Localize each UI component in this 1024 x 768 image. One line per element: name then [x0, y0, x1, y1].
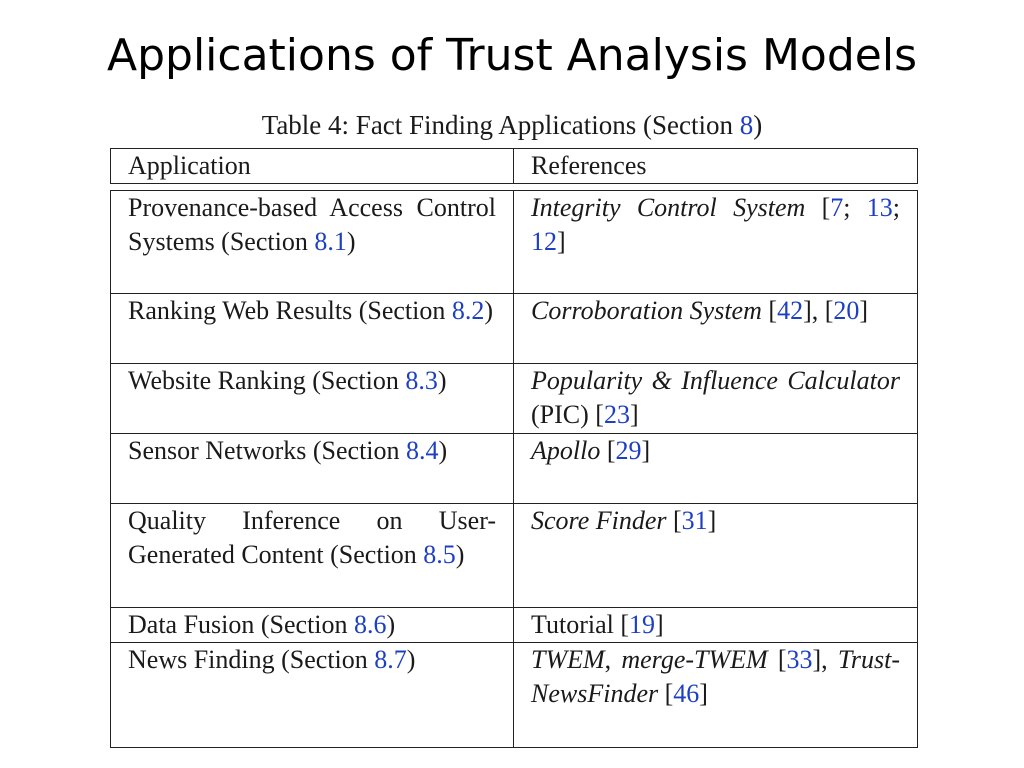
- header-application: Application: [111, 149, 514, 184]
- citation-link[interactable]: 46: [673, 679, 700, 708]
- system-name: Popularity & Influence Calculator: [531, 366, 900, 395]
- application-cell: [111, 608, 514, 643]
- application-text-end: ): [438, 436, 448, 465]
- citation-link[interactable]: 33: [786, 645, 813, 674]
- citation-link[interactable]: 29: [615, 436, 642, 465]
- system-name: Integrity Control System: [531, 193, 806, 222]
- application-cell: [111, 434, 514, 504]
- table-row: [111, 608, 918, 643]
- application-text-end: ): [437, 366, 447, 395]
- application-text: Website Ranking (Section: [128, 366, 406, 395]
- table-row: [111, 364, 918, 434]
- application-cell: [111, 294, 514, 364]
- section-link[interactable]: 8.1: [314, 227, 347, 256]
- references-cell: Tutorial [19]: [514, 608, 918, 643]
- header-references: References: [514, 149, 918, 184]
- section-link[interactable]: 8.4: [406, 436, 439, 465]
- citation-link[interactable]: 20: [833, 296, 860, 325]
- application-text: Quality Inference on User-Generated Content (Section: [128, 506, 496, 569]
- caption-section-link[interactable]: 8: [739, 110, 754, 140]
- references-cell: Corroboration System [42], [20]: [514, 294, 918, 364]
- applications-table: [110, 190, 918, 748]
- citation-link[interactable]: 13: [866, 193, 893, 222]
- citation-link[interactable]: 23: [603, 400, 630, 429]
- application-text-end: ): [455, 540, 465, 569]
- system-name: Apollo: [531, 436, 601, 465]
- application-text: Data Fusion (Section: [128, 610, 355, 639]
- slide-title: Applications of Trust Analysis Models: [106, 30, 917, 81]
- system-name: merge-TWEM: [621, 645, 768, 674]
- system-name: Score Finder: [531, 506, 667, 535]
- citation-link[interactable]: 42: [777, 296, 804, 325]
- references-cell: Score Finder [31]: [514, 504, 918, 608]
- section-link[interactable]: 8.3: [405, 366, 438, 395]
- table-row: [111, 643, 918, 748]
- system-name: TWEM: [531, 645, 605, 674]
- application-cell: [111, 504, 514, 608]
- references-cell: Apollo [29]: [514, 434, 918, 504]
- reference-text: Tutorial: [531, 610, 614, 639]
- section-link[interactable]: 8.7: [374, 645, 407, 674]
- application-text-end: ): [386, 610, 396, 639]
- references-cell: Integrity Control System [7; 13; 12]: [514, 191, 918, 294]
- application-text-end: ): [406, 645, 416, 674]
- table-row: [111, 504, 918, 608]
- application-text: Provenance-based Access Control Systems (Section: [128, 193, 496, 256]
- system-name: Corroboration System: [531, 296, 762, 325]
- application-text: Ranking Web Results (Section: [128, 296, 452, 325]
- references-cell: TWEM, merge-TWEM [33], Trust-NewsFinder [46]: [514, 643, 918, 748]
- system-abbrev: (PIC): [531, 400, 596, 429]
- section-link[interactable]: 8.6: [354, 610, 387, 639]
- application-text: Sensor Networks (Section: [128, 436, 407, 465]
- section-link[interactable]: 8.2: [451, 296, 485, 325]
- application-text: News Finding (Section: [128, 645, 375, 674]
- citation-link[interactable]: 19: [629, 610, 656, 639]
- application-cell: [111, 643, 514, 748]
- application-text-end: ): [346, 227, 356, 256]
- application-cell: [111, 191, 514, 294]
- citation-link[interactable]: 7: [830, 193, 844, 222]
- application-text-end: ): [484, 296, 494, 325]
- header-row: [111, 149, 918, 184]
- table-row: [111, 434, 918, 504]
- caption-text: Table 4: Fact Finding Applications (Section: [261, 110, 740, 140]
- table-caption: [0, 110, 1024, 141]
- caption-close: ): [753, 110, 763, 140]
- table-row: [111, 294, 918, 364]
- application-cell: [111, 364, 514, 434]
- references-cell: Popularity & Influence Calculator (PIC) [23]: [514, 364, 918, 434]
- table-row: [111, 191, 918, 294]
- citation-link[interactable]: 31: [681, 506, 708, 535]
- citation-link[interactable]: 12: [531, 227, 557, 256]
- section-link[interactable]: 8.5: [423, 540, 456, 569]
- system-name: Trust-NewsFinder: [531, 645, 900, 708]
- table-header: [110, 148, 918, 184]
